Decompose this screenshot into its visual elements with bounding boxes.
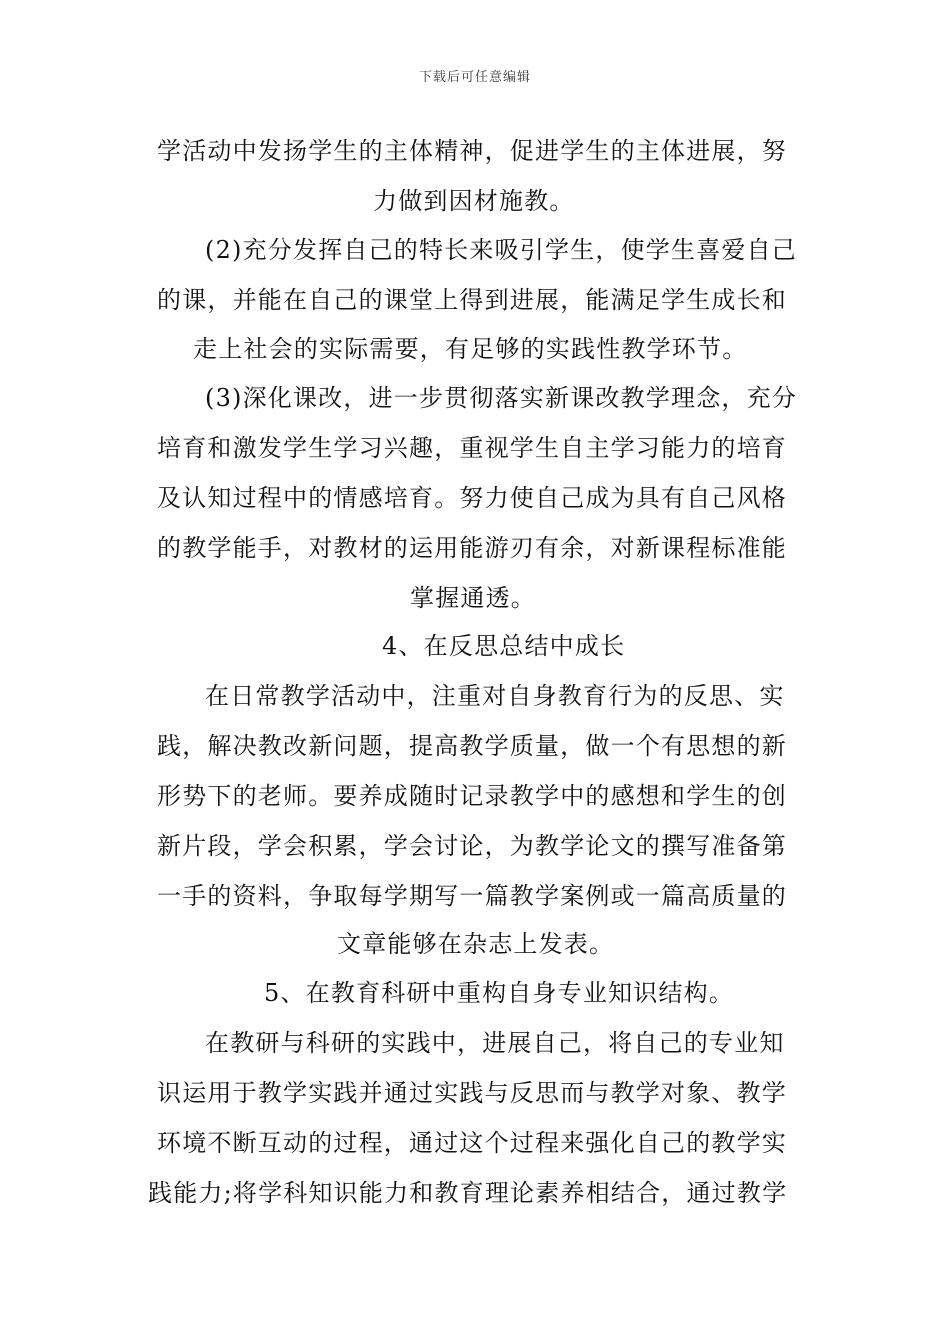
section-heading: 4、在反思总结中成长 [382, 632, 626, 660]
text-line: 文章能够在杂志上发表。 [337, 930, 615, 958]
text-line: 学活动中发扬学生的主体精神，促进学生的主体进展，努 [157, 137, 787, 165]
text-line: 在日常教学活动中，注重对自身教育行为的反思、实 [205, 682, 785, 710]
text-line: 一手的资料，争取每学期写一篇教学案例或一篇高质量的 [157, 882, 787, 910]
text-line: 走上社会的实际需要，有足够的实践性教学环节。 [193, 335, 748, 363]
text-line: 形势下的老师。要养成随时记录教学中的感想和学生的创 [157, 782, 787, 810]
text-line: 践，解决教改新问题，提高教学质量，做一个有思想的新 [157, 732, 787, 760]
text-line: 识运用于教学实践并通过实践与反思而与教学对象、教学 [157, 1079, 787, 1107]
text-line: 及认知过程中的情感培育。努力使自己成为具有自己风格 [157, 484, 787, 512]
text-line: 的课，并能在自己的课堂上得到进展，能满足学生成长和 [157, 286, 787, 314]
text-line: 新片段，学会积累，学会讨论，为教学论文的撰写准备第 [157, 832, 787, 860]
text-line: (3)深化课改，进一步贯彻落实新课改教学理念，充分 [205, 384, 797, 412]
text-line: 的教学能手，对教材的运用能游刃有余，对新课程标准能 [157, 534, 787, 562]
text-line: 在教研与科研的实践中，进展自己，将自己的专业知 [205, 1029, 785, 1057]
page-header: 下载后可任意编辑 [418, 70, 531, 85]
text-line: 践能力;将学科知识能力和教育理论素养相结合，通过教学 [148, 1179, 788, 1207]
text-line: 力做到因材施教。 [373, 187, 575, 215]
text-line: (2)充分发挥自己的特长来吸引学生，使学生喜爱自己 [205, 236, 797, 264]
text-line: 环境不断互动的过程，通过这个过程来强化自己的教学实 [157, 1129, 787, 1157]
section-heading: 5、在教育科研中重构自身专业知识结构。 [264, 979, 735, 1007]
text-line: 掌握通透。 [410, 584, 536, 612]
text-line: 培育和激发学生学习兴趣，重视学生自主学习能力的培育 [157, 434, 787, 462]
